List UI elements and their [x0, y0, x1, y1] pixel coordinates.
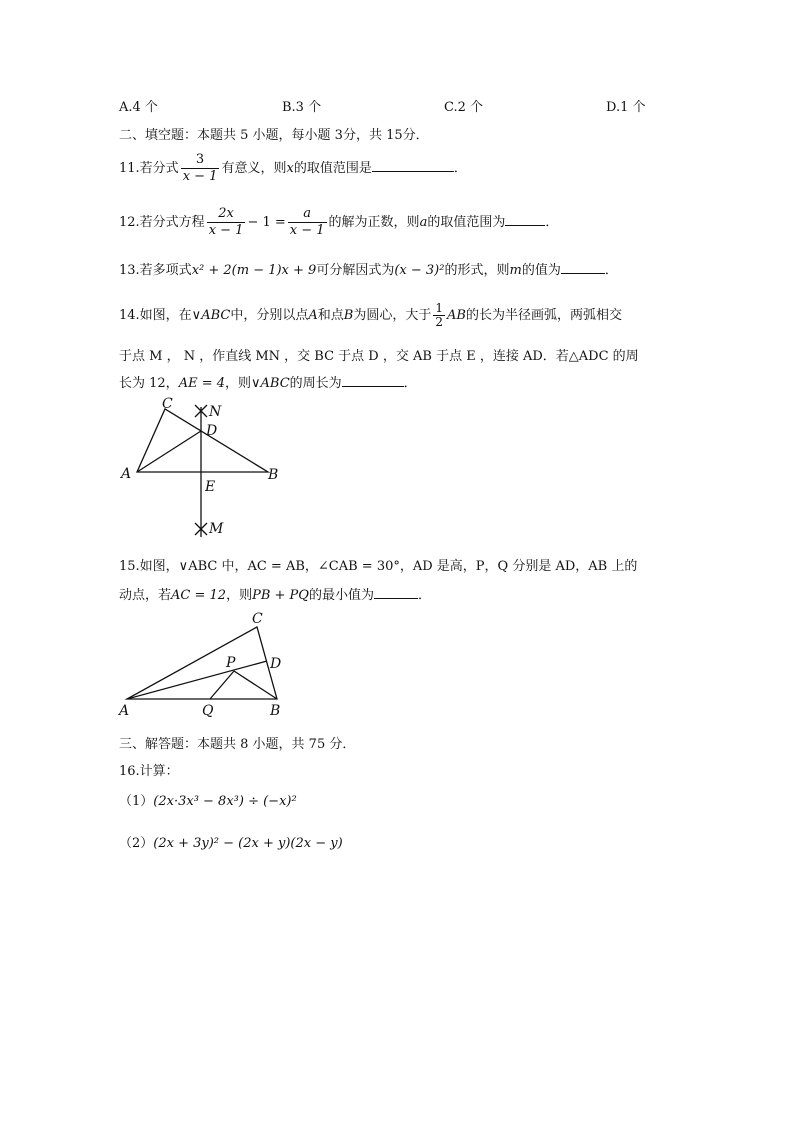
- q14-text-b: ABC: [201, 308, 231, 323]
- q16-part2-expr: (2x + 3y)² − (2x + y)(2x − y): [153, 836, 343, 851]
- q13-text: 13.若多项式: [119, 263, 192, 278]
- q15-text-f: ．: [417, 588, 431, 603]
- q14-text-3c: ，则∨: [225, 376, 261, 391]
- q12-text-mid: 的解为正数，则: [328, 215, 420, 230]
- q12-minus: − 1 =: [247, 215, 286, 230]
- fig15-label-p: P: [226, 655, 236, 671]
- q11-text: 11.若分式: [119, 161, 179, 176]
- fig14-label-a: A: [121, 466, 132, 482]
- q12-text-suffix: 的取值范围为: [427, 215, 506, 230]
- fig14-label-n: N: [209, 404, 222, 420]
- q11-numerator: 3: [181, 152, 220, 169]
- q11-text-mid: 有意义，则: [221, 161, 287, 176]
- q14-text-f: B: [343, 308, 354, 323]
- q15-text-c: ，则: [226, 588, 253, 603]
- fig14-triangle-abc: [137, 409, 268, 472]
- q14-text-d: A: [308, 308, 318, 323]
- q15-text-b: AC = 12: [171, 588, 227, 603]
- option-c: C.2 个: [444, 100, 484, 115]
- fig14-label-b: B: [268, 467, 279, 483]
- q16-part1-expr: (2x·3x³ − 8x³) ÷ (−x)²: [153, 794, 297, 809]
- q12-fraction-2: [288, 206, 327, 239]
- question-16-part-2: [119, 832, 343, 851]
- fig14-label-e: E: [205, 479, 216, 495]
- q12-answer-blank[interactable]: [505, 213, 545, 226]
- fig14-label-c: C: [162, 396, 173, 412]
- fig15-triangle-abc: [127, 627, 277, 699]
- question-14-line-3: [119, 372, 417, 391]
- question-16-part-1: [119, 790, 297, 809]
- option-b: B.3 个: [282, 100, 322, 115]
- question-15-line-2: [119, 584, 431, 603]
- question-13: [119, 259, 618, 278]
- option-a: A.4 个: [119, 100, 158, 115]
- q14-answer-blank[interactable]: [342, 374, 404, 387]
- option-d: D.1 个: [606, 100, 646, 115]
- q13-answer-blank[interactable]: [561, 261, 605, 274]
- q11-text-suffix: 的取值范围是: [293, 161, 372, 176]
- question-14-line-2: 于点 M ， N ，作直线 MN ，交 BC 于点 D ，交 AB 于点 E ，连接 AD．若△ADC 的周: [119, 349, 639, 364]
- q12-text: 12.若分式方程: [119, 215, 205, 230]
- q14-text-3d: ABC: [260, 376, 290, 391]
- q15-text-d: PB + PQ: [252, 588, 309, 603]
- fig15-label-q: Q: [202, 703, 214, 719]
- q12-end: ．: [545, 215, 559, 230]
- fig14-label-d: D: [206, 423, 218, 439]
- fig15-label-d: D: [270, 656, 282, 672]
- q16-part1-label: （1）: [119, 794, 154, 809]
- q13-text-mid2: 的形式，则: [444, 263, 510, 278]
- q13-factored: (x − 3)²: [394, 263, 445, 278]
- q14-half-num: 1: [435, 301, 443, 315]
- question-11: [119, 152, 467, 185]
- q11-end: ．: [453, 161, 467, 176]
- q14-text-3b: AE = 4: [178, 376, 225, 391]
- q11-fraction: [181, 152, 220, 185]
- fig15-label-a: A: [119, 703, 130, 719]
- q12-denominator-1: x − 1: [208, 223, 244, 238]
- q14-text-3e: 的周长为: [289, 376, 342, 391]
- fig15-label-b: B: [270, 703, 281, 719]
- question-12: [119, 206, 558, 239]
- q11-var: x: [286, 161, 294, 176]
- q12-fraction-1: [207, 206, 246, 239]
- q14-text-3a: 长为 12，: [119, 376, 179, 391]
- q11-denominator: x − 1: [182, 169, 218, 184]
- fig15-segment-ad: [127, 661, 267, 699]
- q12-numerator-1: 2x: [207, 206, 246, 223]
- figure-15: [110, 608, 310, 723]
- q12-var: a: [419, 215, 428, 230]
- q14-half-fraction: [433, 302, 445, 329]
- q13-text-suffix: 的值为: [521, 263, 561, 278]
- section-2-heading: 二、填空题：本题共 5 小题，每小题 3分，共 15分．: [119, 128, 429, 143]
- q14-half-den: 2: [435, 315, 443, 329]
- q14-text-e: 和点: [317, 308, 344, 323]
- q13-text-mid: 可分解因式为: [316, 263, 395, 278]
- q15-text-a: 动点，若: [119, 588, 172, 603]
- q13-polynomial: x² + 2(m − 1)x + 9: [191, 263, 317, 278]
- fig15-label-c: C: [252, 611, 263, 627]
- question-14-line-1: [119, 302, 622, 329]
- q15-text-e: 的最小值为: [308, 588, 374, 603]
- q14-text-3f: ．: [403, 376, 417, 391]
- figure-14: [110, 395, 300, 545]
- q11-answer-blank[interactable]: [372, 159, 454, 172]
- q14-text-h: AB: [446, 308, 466, 323]
- q15-answer-blank[interactable]: [374, 586, 418, 599]
- q14-text-a: 14.如图，在∨: [119, 308, 202, 323]
- q14-text-c: 中，分别以点: [230, 308, 309, 323]
- fig14-label-m: M: [209, 521, 224, 537]
- q12-denominator-2: x − 1: [289, 223, 325, 238]
- q14-text-i: 的长为半径画弧，两弧相交: [465, 308, 622, 323]
- section-3-heading: 三、解答题：本题共 8 小题，共 75 分．: [119, 737, 356, 752]
- q16-part2-label: （2）: [119, 836, 154, 851]
- q14-text-g: 为圆心，大于: [353, 308, 432, 323]
- question-15-line-1: 15.如图，∨ABC 中，AC = AB，∠CAB = 30°，AD 是高，P，Q 分别是 AD，AB 上的: [119, 559, 638, 574]
- question-16-title: 16.计算：: [119, 764, 179, 779]
- q13-var: m: [509, 263, 522, 278]
- q13-end: ．: [604, 263, 618, 278]
- q12-numerator-2: a: [288, 206, 327, 223]
